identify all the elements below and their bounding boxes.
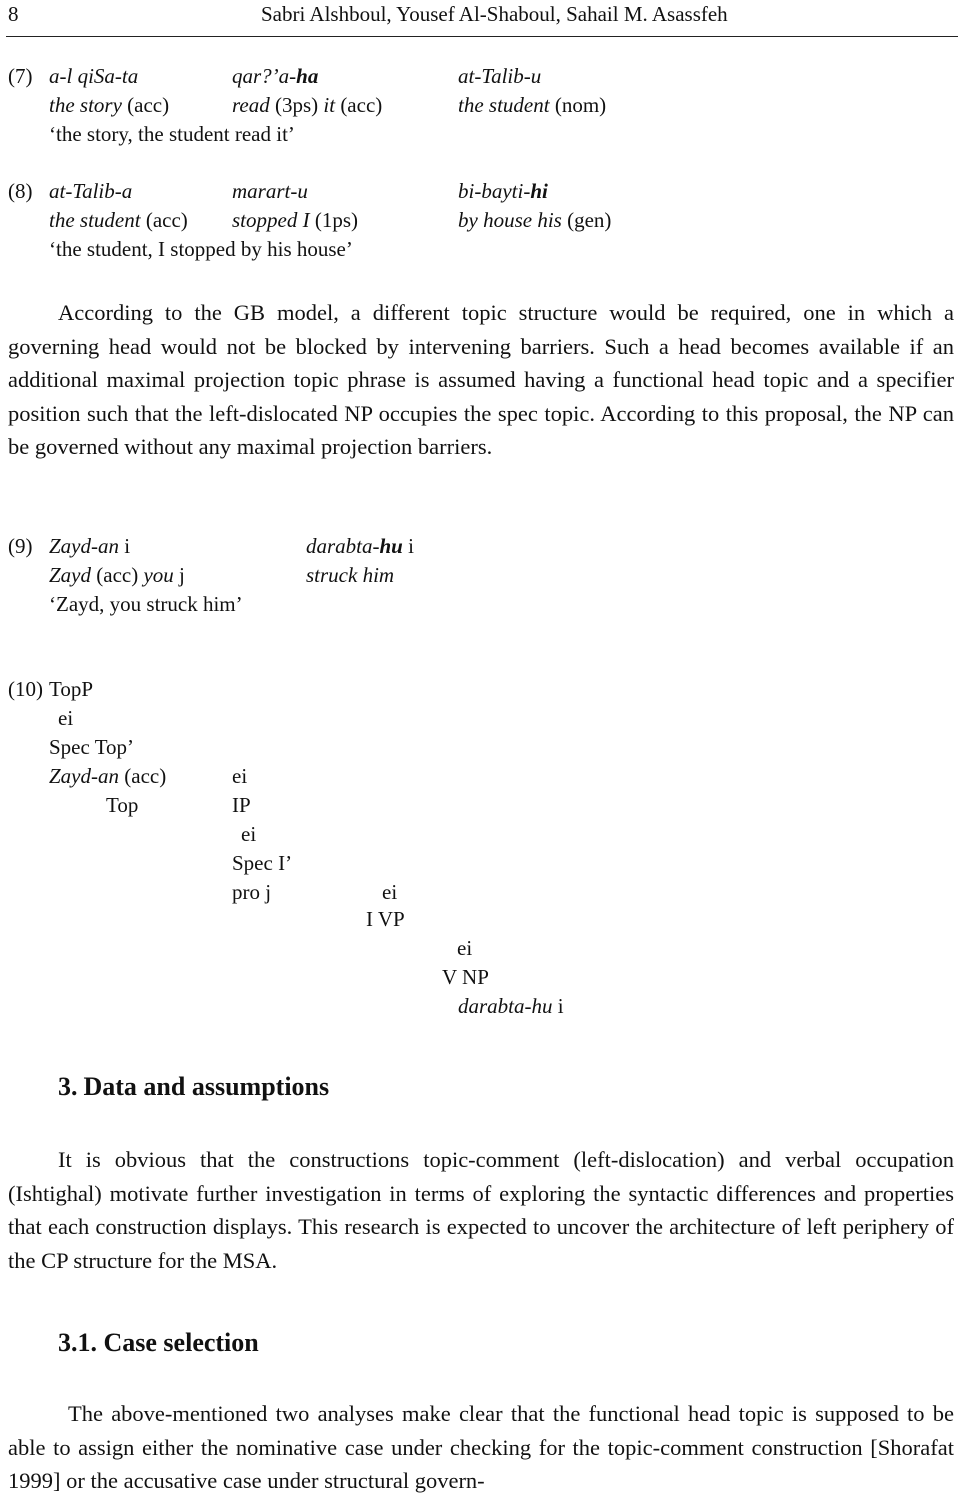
tree-branch: ei: [232, 764, 248, 788]
header-rule: [6, 36, 958, 37]
gloss-word: bi-bayti-hi: [458, 179, 548, 203]
gloss-word: marart-u: [232, 179, 308, 203]
gloss-translation-word: struck him: [306, 563, 395, 587]
tree-leaf: darabta-hu i: [458, 994, 564, 1018]
gloss-word: darabta-hu i: [306, 534, 414, 558]
gloss-translation-word: by house his (gen): [458, 208, 612, 232]
subsection-heading: 3.1. Case selection: [58, 1328, 259, 1357]
free-translation: ‘the student, I stopped by his house’: [49, 237, 353, 261]
example-number: (8): [8, 179, 33, 203]
body-paragraph: The above-mentioned two analyses make clear that the functional head topic is supposed to be able to assign either the nominative case under checking for the topic-comment construction [Shorafat 1999] or the accusative case under structural govern-: [8, 1401, 954, 1494]
example-number: (10): [8, 677, 43, 701]
tree-node: Top: [106, 793, 139, 817]
example-number: (7): [8, 64, 33, 88]
gloss-word: a-l qiSa-ta: [49, 64, 139, 88]
section-heading: 3. Data and assumptions: [58, 1072, 330, 1101]
tree-node: Spec Top’: [49, 735, 135, 759]
tree-branch: ei: [58, 706, 74, 730]
gloss-translation-word: the student (acc): [49, 208, 188, 232]
gloss-translation-word: stopped I (1ps): [232, 208, 358, 232]
tree-node: Spec I’: [232, 851, 293, 875]
page-number: 8: [8, 2, 19, 26]
tree-branch: ei: [241, 822, 257, 846]
tree-node: IP: [232, 793, 251, 817]
gloss-translation-word: Zayd (acc) you j: [49, 563, 185, 587]
tree-branch: ei: [457, 936, 473, 960]
gloss-word: at-Talib-u: [458, 64, 542, 88]
tree-branch: ei: [382, 880, 398, 904]
gloss-word: at-Talib-a: [49, 179, 133, 203]
gloss-translation-word: the student (nom): [458, 93, 607, 117]
body-paragraph: It is obvious that the constructions topic-comment (left-dislocation) and verbal occupation (Ishtighal) motivate further investigation in terms of exploring the syntactic differences and properties that each construction displays. This research is expected to uncover the architecture of left periphery of the CP structure for the MSA.: [8, 1147, 954, 1273]
running-header-authors: Sabri Alshboul, Yousef Al-Shaboul, Sahail M. Asassfeh: [261, 2, 728, 26]
example-number: (9): [8, 534, 33, 558]
gloss-translation-word: read (3ps) it (acc): [232, 93, 383, 117]
free-translation: ‘the story, the student read it’: [49, 122, 295, 146]
tree-leaf: Zayd-an (acc): [49, 764, 167, 788]
gloss-translation-word: the story (acc): [49, 93, 170, 117]
gloss-word: qar?’a-ha: [232, 64, 319, 88]
tree-node: I VP: [366, 907, 405, 931]
body-paragraph: According to the GB model, a different topic structure would be required, one in which a governing head would not be blocked by intervening barriers. Such a head becomes available if an additional maximal projection topic phrase is assumed having a functional head topic and a specifier position such that the left-dislocated NP occupies the spec topic. According to this proposal, the NP can be governed without any maximal projection barriers.: [8, 300, 954, 460]
tree-node: V NP: [442, 965, 489, 989]
free-translation: ‘Zayd, you struck him’: [49, 592, 243, 616]
tree-node: TopP: [49, 677, 94, 701]
gloss-word: Zayd-an i: [49, 534, 131, 558]
tree-leaf: pro j: [232, 880, 272, 904]
